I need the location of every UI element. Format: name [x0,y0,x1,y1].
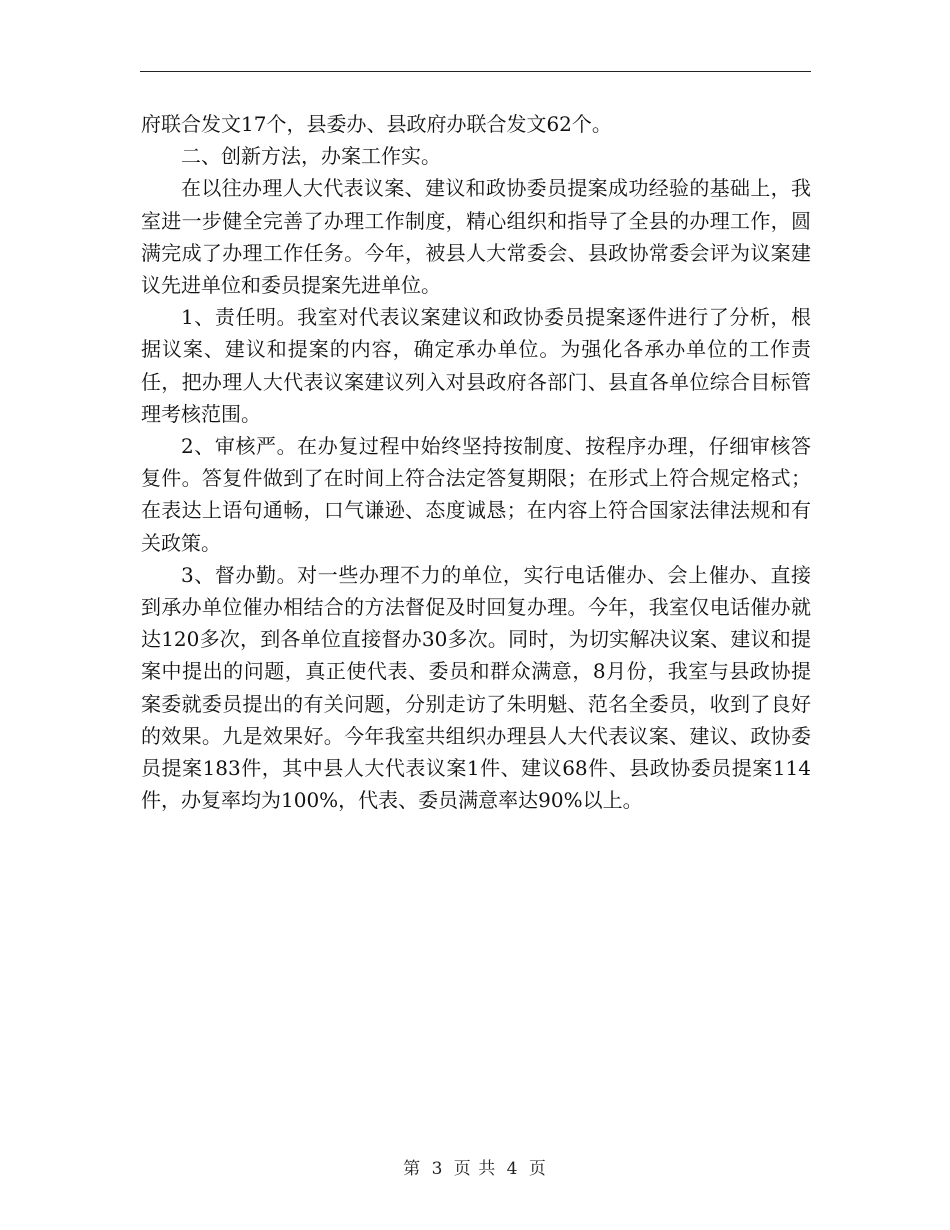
header-rule [140,71,811,72]
page-footer [0,1154,950,1179]
document-body [141,108,811,816]
footer-suffix: 页 [528,1159,547,1179]
section-heading: 二、创新方法，办案工作实。 [181,144,441,169]
paragraph-continuation: 府联合发文17个，县委办、县政府办联合发文62个。 [141,112,612,136]
paragraph-intro: 在以往办理人大代表议案、建议和政协委员提案成功经验的基础上，我室进一步健全完善了办理工作制度，精心组织和指导了全县的办理工作，圆满完成了办理工作任务。今年，被县人大常委会、县政协常委会评为议案建议先进单位和委员提案先进单位。 [141,176,811,298]
footer-current-page: 3 [431,1159,444,1179]
footer-prefix: 第 [403,1159,422,1179]
footer-middle: 页 共 [453,1159,497,1179]
paragraph-item-1: 1、责任明。我室对代表议案建议和政协委员提案逐件进行了分析，根据议案、建议和提案的内容，确定承办单位。为强化各承办单位的工作责任，把办理人大代表议案建议列入对县政府各部门、县直各单位综合目标管理考核范围。 [141,305,811,426]
paragraph-item-2: 2、审核严。在办复过程中始终坚持按制度、按程序办理，仔细审核答复件。答复件做到了在时间上符合法定答复期限；在形式上符合规定格式；在表达上语句通畅，口气谦逊、态度诚恳；在内容上符合国家法律法规和有关政策。 [141,434,811,555]
footer-total-pages: 4 [506,1159,519,1179]
paragraph-item-3: 3、督办勤。对一些办理不力的单位，实行电话催办、会上催办、直接到承办单位催办相结合的方法督促及时回复办理。今年，我室仅电话催办就达120多次，到各单位直接督办30多次。同时，为切实解决议案、建议和提案中提出的问题，真正使代表、委员和群众满意，8月份，我室与县政协提案委就委员提出的有关问题，分别走访了朱明魁、范名全委员，收到了良好的效果。九是效果好。今年我室共组织办理县人大代表议案、建议、政协委员提案183件，其中县人大代表议案1件、建议68件、县政协委员提案114件，办复率均为100%，代表、委员满意率达90%以上。 [141,562,811,813]
